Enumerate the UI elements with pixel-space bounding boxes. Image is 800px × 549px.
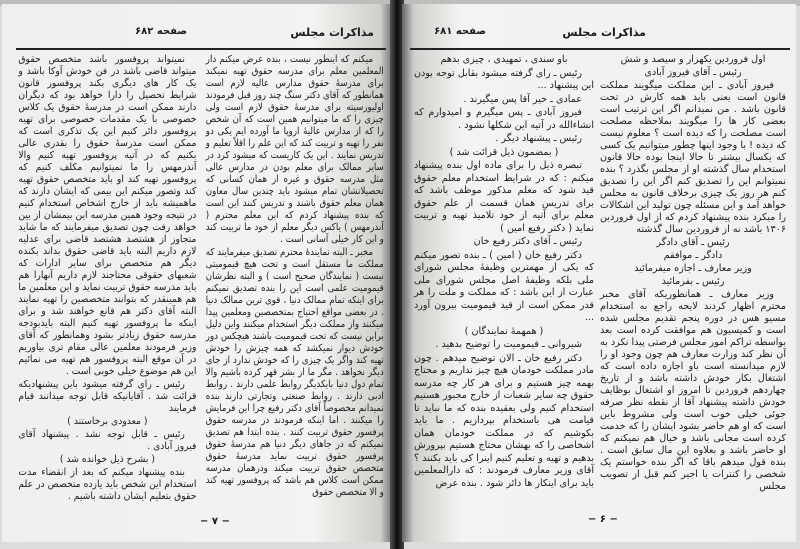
paragraph: فیروز آبادی ـ این مملکت میگویند مملکت قانون است یعنی باید همه کارش در تحت قانون باشد . من نمیدانم اگر این ترتیب است بعضی کار ها را میگویند بملاحظه مصلحت است مصلحت را که دیده است ؟ معلوم نیست که دیده ! با وجود اینها چطور میتوانیم یک کسی که یکسال بیشتر تا حالا اینجا بوده حالا قانون استخدام سال گذشته او از مجلس بگذرد ؟ بنده نمیتوانم این را تصدیق کنم اگر این را تصدیق کنم هر روز یک چیزی برخلاف قانون به مجلس خواهد آمد و این مسئله چون تولید این اشکالات را میکرد بنده پیشنهاد کردم که از اول فروردین ۱۳۰۶ باشد نه از فروردین سال گذشته xyxy=(600,80,786,235)
column-text xyxy=(414,54,594,491)
page-header xyxy=(2,26,392,44)
page-header xyxy=(402,26,796,44)
paragraph: دکتر رفیع خان ـ الان توضیح میدهم . چون مادر مملکت خودمان هیچ چیز نداریم و محتاج بهمه چیز هستیم و برای هر کار چه مدرسه حقوق چه سایر شعبات از خارج مجبور هستیم استخدام کنیم ولی بعقیده بنده که ما نباید تا قیامت هی باستخدام بپردازیم . ما باید بکوشیم که در مملکت خودمان همان اشخاصی را که بهشان محتاج هستیم بپرورش بدهیم و تهیه و تعلیم کنیم اینرا کی باید بکنند ؟ آقای وزیر معارف فرمودند : که دارالمعلمین باید برای اینکار ها دائر شود . بنده عرض xyxy=(414,352,594,489)
paragraph: دکتر رفیع خان ( امین ) ـ بنده تصور میکنم که یکی از مهمترین وظیفهٔ مجلس شورای ملی بلکه وظیفهٔ اصل مجلس شورای ملی عبارت از این باشد : که مملکت و ملت را هر قدر ممکن است از قید قیمومیت بیرون آورد ... xyxy=(414,249,594,323)
paragraph: رئیس ـ آقای دکتر رفیع خان xyxy=(473,236,582,247)
right-column xyxy=(206,54,384,506)
page-footer-number: − ۶ − xyxy=(588,514,618,525)
centered-heading: اول فروردین یکهزار و سیصد و شش xyxy=(620,54,766,65)
paragraph: میکنم که اینطور نیست ، بنده عرض میکنم دار المعلمین معلم برای مدرسه حقوق تهیه نمیکند برای مدرسهٔ حقوق مدارس عالیه لازم است همانطور که آقای دکتر سنگ چند روز قبل فرمودند اولیورسیته برای مدرسهٔ حقوق لازم است ولی چیزی را که ما میتوانیم همین است که آن شخص را که از مدارس عالیهٔ اروپا ما آورده ایم یکی دو نفر را تهیه و تربیت کند که این علم را اقلاً تعلیم و تدریس نمایند . این یک کاریست که میشود کرد در سایر ممالک برای معلم بودن در مدارس عالی مثل مدرسه حقوق و غیره از همان کسانی که تحصیلاتشان تمام میشود باید چندین سال معاون همان معلم حقوق باشند و تدریس کنند این است که بنده پیشنهاد کردم که این معلم محترم ( آندرمهس ) یاکس دیگر معلم از خود ما تربیت کند و این کار خیلی آسانی است . xyxy=(206,54,384,245)
centered-heading: دادگر ـ موافقم xyxy=(663,250,723,261)
right-page xyxy=(402,4,796,542)
paragraph: فیروز آبادی ـ پس میگیرم و امیدوارم که انشاءالله در آتیه این شکلها نشود . xyxy=(414,107,594,131)
centered-heading: ( بمضمون ذیل قرائت شد ) xyxy=(449,146,559,158)
paragraph: بنده پیشنهاد میکنم که بعد از انقضاء مدت استخدام این شخص باید یازده متخصص در علم حقوق بتعلیم ایشان داشته باشیم . xyxy=(18,467,196,502)
paragraph: رئیس ـ رای گرفته میشود بقابل توجه بودن این پیشنهاد ... xyxy=(414,67,594,91)
header-rule xyxy=(410,48,790,50)
left-column xyxy=(18,54,196,506)
paragraph: رئیس ـ پیشنهاد دیگر . xyxy=(495,133,582,144)
paragraph: عمادی ـ خیر آقا پس میگیرند . xyxy=(463,93,582,105)
paragraph: وزیر معارف ـ همانطوریکه آقای مخبر محترم اظهار کردند لایحه راجع به استخدام مسیو هس در دوره پنجم تقدیم مجلس شده است و کمیسیون هم موافقت کرده است بعد بواسطه تراکم امور مجلس فرصتی پیدا نکرد به آن نظر کند وزارت معارف هم چون وجود او را لازم میدانسته است باو اجازه داده است که اشتغال بکار خودش داشته باشد و از تاریخ چهاردهم فروردین تا امروز او اشتغال بوظایف خودش داشته پیشنهاد آقا از نقطه نظر صرفه جوئی خیلی خوب است ولی مشروط باین است که او هم حاضر بشود ایشان را که خدمت کرده است مجانی باشد و خیال هم نمیکنم که او حاضر باشد و بعلاوه این مال سابق است . بنده قول میدهم باقا که اگر بنده خواستم یک شخصی را کنترات یا اجیر کنم قبل از تصویب مجلس xyxy=(600,289,786,492)
centered-heading: ( بشرح ذیل خوانده شد ) xyxy=(59,454,155,465)
column-text xyxy=(206,54,384,500)
centered-heading: رئیس ـ آقای فیروز آبادی xyxy=(644,67,742,78)
header-rule xyxy=(16,48,386,50)
column-text xyxy=(600,54,786,494)
column-text xyxy=(18,54,196,504)
paragraph: مخبر ـ البته نمایندهٔ محترم تصدیق میفرمایند که مملکت ما مستقل است و تحت هیچ قیمومیتی نیست ( نمایندگان صحیح است ) و البته نظرشان قیمومیت علمی است این را بنده تصدیق نمیکنم برای اینکه تمام ممالک دنیا ، قوی ترین ممالک دنیا . در بعضی مواقع احتیاج بمتخصصین ومعلمین پیدا میکنند واز مملکت دیگر استخدام میکنند واین دلیل براین نیست که تحت قیمومیت باشند هیچکس دور خودش دیوار نمیکشد که همه چیزش را خودش تهیه کند واگر یک چیزی را که خودش ندارد از جای دیگر نخواهد . مگر ما از بشر قهر کرده باشیم والا تمام دول دنیا بایکدیگر روابط علمی دارند . روابط ادبی دارند . روابط صنعتی وتجارتی دارند بنده نمیدانم مخصوصاً آقای دکتر رفیع چرا این فرمایش را میکنند . اما اینکه فرمودند در مدرسه حقوق پرفسور حقوق تربیت کنند . بنده ابتدا هم تصدیق نمیکنم که در جاهای دیگر دنیا هم مدرسهٔ حقوق پرفسور حقوق تربیت نماید مدرسهٔ حقوق متخصص حقوق تربیت میکند ودرهمان مدرسه ممکن است کلاس هم باشد که پروفسور تهیه کند و الا متخصص حقوق xyxy=(206,247,384,498)
left-column xyxy=(414,54,594,504)
page-footer-number: − ۷ − xyxy=(200,516,230,527)
right-column xyxy=(600,54,786,504)
running-title: مذاکرات مجلس xyxy=(290,26,374,39)
paragraph: تبصره ذیل را برای ماده اول بنده پیشنهاد میکنم : که در شرایط استخدام معلم حقوق قید شود که معلم مذکور موظف باشد که برای تدریس همان قسمت از علم حقوق معلم برای آتیه از خود تلامیذ تهیه و تربیت نماید ( دکتر رفیع امین ) xyxy=(414,160,594,234)
centered-heading: رئیس ـ آقای دادگر xyxy=(656,237,730,248)
page-number: صفحه ۶۸۱ xyxy=(434,26,486,37)
centered-heading: ( معدودی برخاستند ) xyxy=(66,416,148,427)
page-number: صفحه ۶۸۲ xyxy=(135,26,187,37)
paragraph: رئیس ـ قابل توجه نشد . پیشنهاد آقای فیروز آبادی . xyxy=(18,429,196,452)
running-title: مذاکرات مجلس xyxy=(562,26,646,39)
centered-heading: ( همهمهٔ نمایندگان ) xyxy=(464,325,544,337)
centered-heading: باو سندی ، تمهیدی ، چیزی بدهم xyxy=(440,54,568,65)
paragraph: نمیتواند پروفسور باشد متخصص حقوق میتواند قاضی باشد در فن خودش آوکا باشد و یک کار های دیگری بکند پروفسور قانون شرایط تحصیل را دارا خواهد بود که دیگران دارند ممکن است در مدرسهٔ حقوق یک کلاس خصوصی با یک مقدمات خصوصی برای تهیه پروفسور دائر کنیم این یک تذکری است که ممکن است مدرسهٔ حقوق را بقدری عالی بکنیم که در آتیه پروفسور تهیه کنیم والا آندرمهس را ما نمیتوانیم مکلف کنیم که پروفسور تهیه کند او باید متخصص حقوق تهیه کند وتصور میکنم این بیمی که ایشان دارند که ماهمیشه باید از خارج اشخاص استخدام کنیم در نتیجه وجود همین مدرسه این بیمشان از بین خواهد رفت چون تصدیق میفرمایند که ما شاید متجاوز از هشتصد هشتصد قاضی برای عدلیه لازم داریم البته باید قاضی حقوق بداند بکنده دیگر هم متخصص برای سایر ادارات که شعبهای حقوقی محتاجند لازم داریم آنهارا هم باید مدرسه حقوق تربیت نماید و این معلمین ما هم همینقدر که بتوانند متخصصین را تهیه نمایند البته آقای دکتر هم قانع خواهند شد و برای اینکه ما پروفسور تهیه کنیم البته بایدبودجه مدرسه حقوق زیادتر بشود وهمانطور که آقای وزیر فرمودند معلمین عالی مقام تری بیاوریم در آن موقع البته پروفسور هم تهیه می نمائیم این هم موضوع خیلی خوبی است . xyxy=(18,54,196,377)
paragraph: رئیس ـ رای گرفته میشود باین پیشنهادیکه قرائت شد . آقایانیکه قابل توجه میدانند قیام فرمایند xyxy=(18,379,196,414)
paragraph: شیروانی ـ قیمومیت را توضیح بدهید . xyxy=(435,339,582,350)
centered-heading: رئیس ـ بفرمائید xyxy=(661,276,725,287)
left-page xyxy=(2,4,392,542)
centered-heading: وزیر معارف ـ اجازه میفرمائید xyxy=(634,263,752,274)
